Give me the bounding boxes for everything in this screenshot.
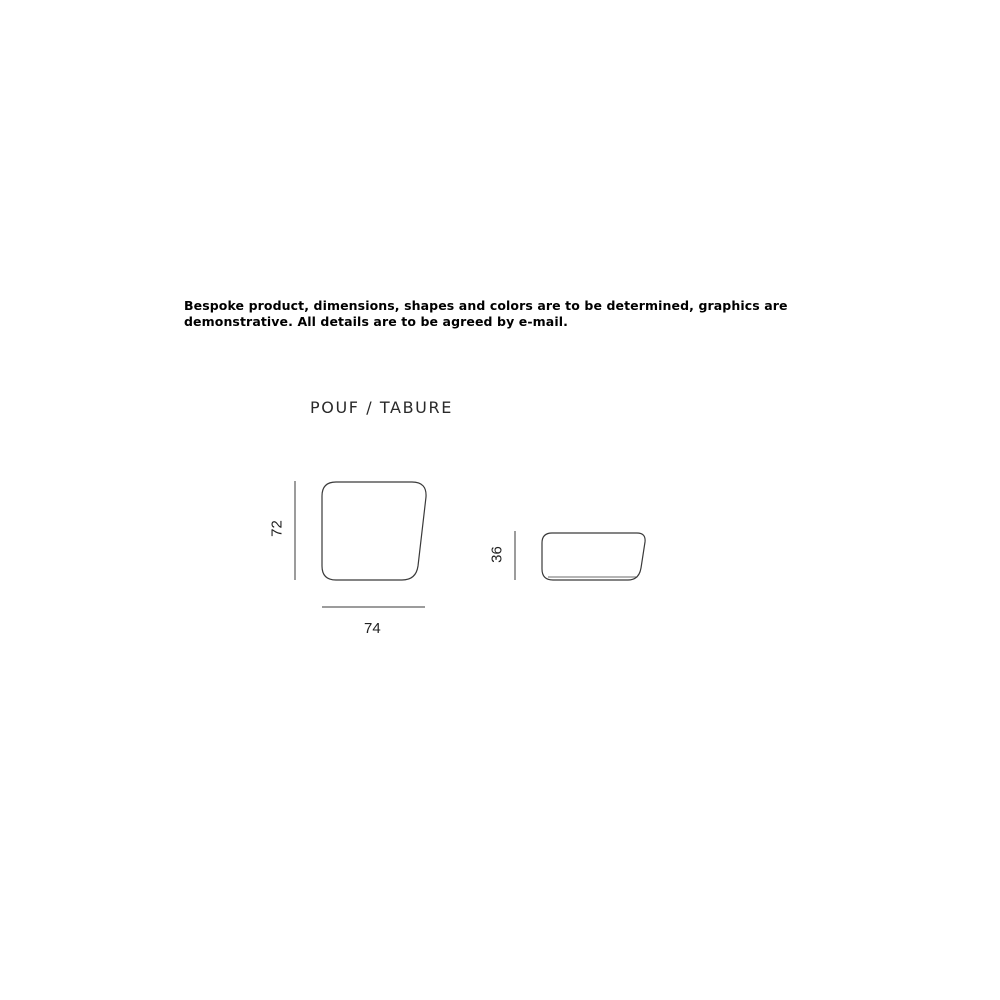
width-dimension-label: 74 xyxy=(364,620,381,637)
depth-dimension-label: 72 xyxy=(268,520,286,537)
disclaimer-line-1: Bespoke product, dimensions, shapes and colors are to be determined, graphics are xyxy=(184,298,788,313)
product-title: POUF / TABURE xyxy=(310,398,453,417)
height-dimension-label: 36 xyxy=(488,546,506,563)
pouf-top-view-outline xyxy=(322,482,426,580)
pouf-side-view-outline xyxy=(542,533,645,580)
disclaimer-line-2: demonstrative. All details are to be agreed by e-mail. xyxy=(184,314,568,329)
